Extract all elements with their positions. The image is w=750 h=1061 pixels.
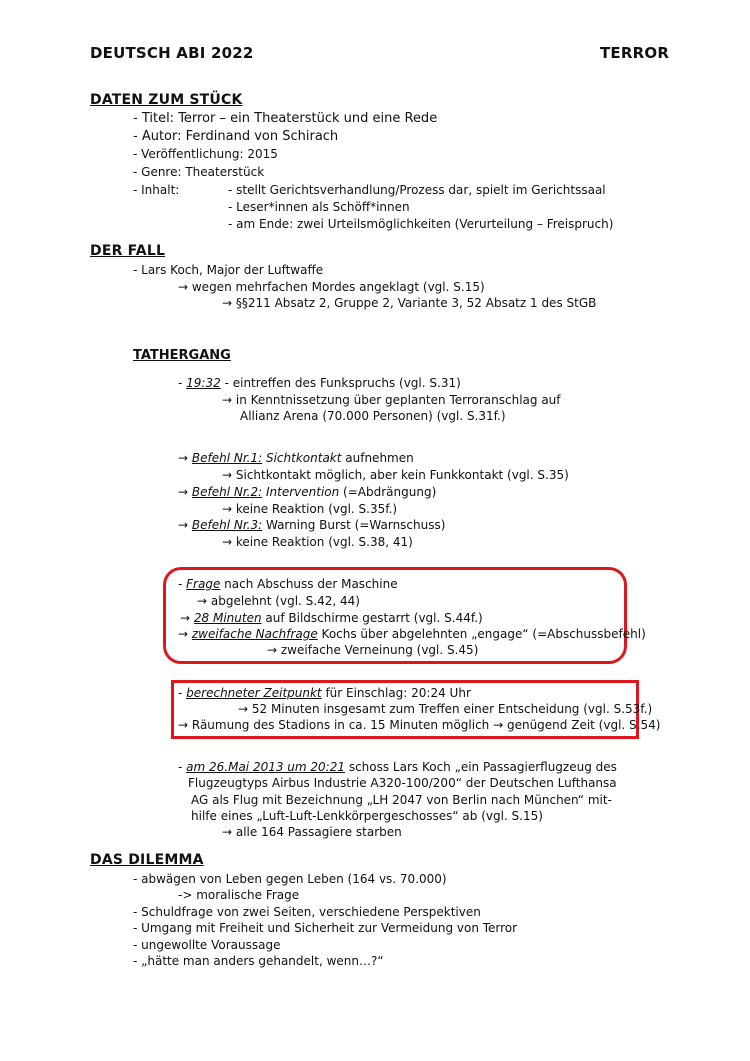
daten-item-inhalt: - Inhalt: bbox=[133, 183, 180, 197]
emphasis: zweifache Nachfrage bbox=[191, 627, 318, 641]
fall-line: - Lars Koch, Major der Luftwaffe bbox=[133, 263, 324, 277]
tathergang-line: → in Kenntnissetzung über geplanten Terroranschlag auf bbox=[222, 393, 561, 407]
abschuss-line: - am 26.Mai 2013 um 20:21 schoss Lars Koch „ein Passagierflugzeug des bbox=[178, 760, 617, 774]
befehl-line: → Sichtkontakt möglich, aber kein Funkkontakt (vgl. S.35) bbox=[222, 468, 569, 482]
boxed-line: → zweifache Verneinung (vgl. S.45) bbox=[267, 643, 479, 657]
emphasis: 28 Minuten bbox=[193, 611, 262, 625]
befehl-label: Befehl Nr.3: bbox=[191, 518, 263, 532]
date-marker: am 26.Mai 2013 um 20:21 bbox=[186, 760, 345, 774]
dilemma-line: - abwägen von Leben gegen Leben (164 vs. 70.000) bbox=[133, 872, 447, 886]
dilemma-line: - Schuldfrage von zwei Seiten, verschiedene Perspektiven bbox=[133, 905, 481, 919]
boxed-line: → abgelehnt (vgl. S.42, 44) bbox=[197, 594, 360, 608]
line-text: schoss Lars Koch „ein Passagierflugzeug des bbox=[345, 760, 617, 774]
document-topic: TERROR bbox=[600, 44, 670, 62]
document-title: DEUTSCH ABI 2022 bbox=[90, 44, 254, 62]
tathergang-line: - 19:32 - eintreffen des Funkspruchs (vgl. S.31) bbox=[178, 376, 461, 390]
boxed-line: - berechneter Zeitpunkt für Einschlag: 20:24 Uhr bbox=[178, 686, 471, 700]
abschuss-line: hilfe eines „Luft-Luft-Lenkkörpergeschosses“ ab (vgl. S.15) bbox=[191, 809, 543, 823]
daten-item-veroeffentlichung: - Veröffentlichung: 2015 bbox=[133, 147, 278, 161]
line-text: nach Abschuss der Maschine bbox=[220, 577, 398, 591]
abschuss-line: → alle 164 Passagiere starben bbox=[222, 825, 402, 839]
fall-line: → §§211 Absatz 2, Gruppe 2, Variante 3, 52 Absatz 1 des StGB bbox=[222, 296, 597, 310]
befehl-label: Befehl Nr.2: bbox=[191, 485, 263, 499]
dilemma-line: - Umgang mit Freiheit und Sicherheit zur Vermeidung von Terror bbox=[133, 921, 518, 935]
line-text: Kochs über abgelehnten „engage“ (=Abschussbefehl) bbox=[317, 627, 646, 641]
line-text: für Einschlag: 20:24 Uhr bbox=[321, 686, 471, 700]
boxed-line: → 28 Minuten auf Bildschirme gestarrt (vgl. S.44f.) bbox=[180, 611, 483, 625]
section-heading-fall: DER FALL bbox=[90, 243, 166, 259]
emphasis: Frage bbox=[186, 577, 221, 591]
boxed-line: → Räumung des Stadions in ca. 15 Minuten möglich → genügend Zeit (vgl. S.54) bbox=[178, 718, 661, 732]
dilemma-line: - „hätte man anders gehandelt, wenn…?“ bbox=[133, 954, 384, 968]
tathergang-line: Allianz Arena (70.000 Personen) (vgl. S.31f.) bbox=[240, 409, 506, 423]
dilemma-line: - ungewollte Voraussage bbox=[133, 938, 281, 952]
befehl-line: → Befehl Nr.1: Sichtkontakt aufnehmen bbox=[178, 451, 414, 465]
befehl-action: Sichtkontakt bbox=[265, 451, 342, 465]
line-text: Warning Burst (=Warnschuss) bbox=[262, 518, 446, 532]
daten-item-titel: - Titel: Terror – ein Theaterstück und eine Rede bbox=[133, 111, 438, 126]
emphasis: berechneter Zeitpunkt bbox=[186, 686, 322, 700]
abschuss-line: Flugzeugtyps Airbus Industrie A320-100/200“ der Deutschen Lufthansa bbox=[188, 776, 617, 790]
inhalt-line: - am Ende: zwei Urteilsmöglichkeiten (Verurteilung – Freispruch) bbox=[228, 217, 614, 231]
befehl-line: → Befehl Nr.2: Intervention (=Abdrängung) bbox=[178, 485, 437, 499]
abschuss-line: AG als Flug mit Bezeichnung „LH 2047 von Berlin nach München“ mit- bbox=[191, 793, 612, 807]
section-heading-daten: DATEN ZUM STÜCK bbox=[90, 92, 243, 108]
line-text: auf Bildschirme gestarrt (vgl. S.44f.) bbox=[261, 611, 483, 625]
section-heading-tathergang: TATHERGANG bbox=[133, 348, 231, 363]
boxed-line: → 52 Minuten insgesamt zum Treffen einer Entscheidung (vgl. S.53f.) bbox=[238, 702, 653, 716]
befehl-line: → keine Reaktion (vgl. S.38, 41) bbox=[222, 535, 413, 549]
inhalt-line: - stellt Gerichtsverhandlung/Prozess dar, spielt im Gerichtssaal bbox=[228, 183, 606, 197]
fall-line: → wegen mehrfachen Mordes angeklagt (vgl. S.15) bbox=[178, 280, 485, 294]
daten-item-autor: - Autor: Ferdinand von Schirach bbox=[133, 129, 339, 144]
section-heading-dilemma: DAS DILEMMA bbox=[90, 852, 204, 868]
befehl-action: Intervention bbox=[265, 485, 340, 499]
inhalt-line: - Leser*innen als Schöff*innen bbox=[228, 200, 410, 214]
boxed-line: → zweifache Nachfrage Kochs über abgelehnten „engage“ (=Abschussbefehl) bbox=[178, 627, 646, 641]
line-text: aufnehmen bbox=[341, 451, 414, 465]
befehl-line: → Befehl Nr.3: Warning Burst (=Warnschuss) bbox=[178, 518, 446, 532]
line-text: eintreffen des Funkspruchs (vgl. S.31) bbox=[228, 376, 461, 390]
boxed-line: - Frage nach Abschuss der Maschine bbox=[178, 577, 398, 591]
dilemma-line: -> moralische Frage bbox=[178, 888, 300, 902]
befehl-label: Befehl Nr.1: bbox=[191, 451, 263, 465]
befehl-line: → keine Reaktion (vgl. S.35f.) bbox=[222, 502, 398, 516]
time-marker: 19:32 bbox=[186, 376, 221, 390]
line-text: (=Abdrängung) bbox=[339, 485, 437, 499]
daten-item-genre: - Genre: Theaterstück bbox=[133, 165, 265, 179]
